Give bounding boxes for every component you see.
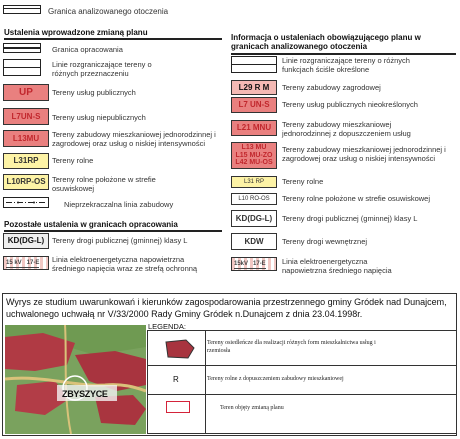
change-area-symbol <box>166 401 190 413</box>
code-l21mnu: L21 MNU <box>231 120 277 136</box>
legend-label-study-boundary: Granica opracowania <box>52 45 123 54</box>
analyzed-boundary-label: Granica analizowanego otoczenia <box>48 7 169 16</box>
study-legend-title: LEGENDA: <box>148 322 186 331</box>
legend-label-power-line-left: Linia elektroenergetyczna napowietrzna średniego napięcia wraz ze strefą ochronną <box>52 255 198 273</box>
legend-label-kdw: Tereny drogi wewnętrznej <box>282 237 368 246</box>
legend-label-l21mnu: Tereny zabudowy mieszkaniowej jednorodzinnej z dopuszczeniem usług <box>282 120 411 138</box>
legend-label-l10rp-os: Tereny rolne położone w strefie osuwiskowej <box>52 175 156 193</box>
code-l13mu: L13MU <box>3 130 49 147</box>
right-title-underline <box>231 53 456 55</box>
study-legend-label-agricultural: Tereny rolne z dopuszczeniem zabudowy mieszkaniowej <box>207 376 344 382</box>
study-legend-symbol-r: R <box>173 375 179 384</box>
right-section-title: Informacja o ustaleniach obowiązującego planu w granicach analizowanego otoczenia <box>231 33 421 51</box>
legend-label-building-line: Nieprzekraczalna linia zabudowy <box>64 200 174 209</box>
divider-lines-symbol-line <box>4 67 40 68</box>
left-title2-underline <box>4 230 222 232</box>
legend-label-l31rp: Tereny rolne <box>52 156 94 165</box>
code-l13mu-group <box>231 142 277 169</box>
study-legend-label-settlement: Tereny osiedleńcze dla realizacji różnych form mieszkalnictwa usług i rzemiosła <box>207 340 376 354</box>
analyzed-boundary-symbol <box>3 5 41 14</box>
code-up: UP <box>3 84 49 101</box>
power-line-left-text: 15 kV 17-E <box>6 259 40 266</box>
code-power-line-right <box>231 257 277 271</box>
legend-label-l10ro-os: Tereny rolne położone w strefie osuwiskowej <box>282 194 430 203</box>
study-legend-divider-v <box>205 330 206 434</box>
left-title-underline <box>4 38 222 40</box>
legend-label-l29rm: Tereny zabudowy zagrodowej <box>282 83 381 92</box>
legend-label-l31rp-right: Tereny rolne <box>282 177 324 186</box>
study-legend-label-change-area: Teren objęty zmianą planu <box>220 405 284 411</box>
left-section-title-2: Pozostałe ustalenia w granicach opracowania <box>4 220 178 229</box>
code-l31rp: L31RP <box>3 153 49 169</box>
code-kd-dg-l-left: KD(DG-L) <box>3 233 49 249</box>
legend-label-kd-dg-l-right: Tereny drogi publicznej (gminnej) klasy L <box>282 214 418 223</box>
right-divider-symbol-line <box>232 64 276 65</box>
analyzed-boundary-symbol-line <box>3 8 41 9</box>
legend-label-right-divider: Linie rozgraniczające tereny o różnych funkcjach ściśle określone <box>282 56 410 74</box>
code-kdw: KDW <box>231 233 277 250</box>
code-l31rp-right: L31 RP <box>231 176 277 188</box>
legend-label-power-line-right: Linia elektroenergetyczna napowietrzna średniego napięcia <box>282 257 392 275</box>
settlement-symbol-icon <box>162 338 196 360</box>
code-power-line-left <box>3 256 49 270</box>
legend-label-l7un-s-right: Tereny usług publicznych nieokreślonych <box>282 100 418 109</box>
legend-label-l7un-s: Tereny usług niepublicznych <box>52 113 146 122</box>
code-l7un-s-right: L7 UN-S <box>231 97 277 113</box>
code-l42mu-os: L42 MU-OS <box>235 159 273 167</box>
code-kd-dg-l-right: KD(DG-L) <box>231 210 277 227</box>
legend-label-l13mu-right: Tereny zabudowy mieszkaniowej jednorodzinnej i zagrodowej oraz usług o niskiej intensywności <box>282 145 446 163</box>
code-l13mu-right: L13 MU <box>241 144 267 152</box>
power-line-right-text: 15kV 17-E <box>234 260 266 267</box>
code-l15mu-zo: L15 MU-ZO <box>235 151 273 159</box>
study-boundary-symbol-line <box>4 47 40 49</box>
legend-label-l13mu: Tereny zabudowy mieszkaniowej jednorodzinnej i zagrodowej oraz usług o niskiej intensywności <box>52 130 216 148</box>
code-l29rm: L29 R M <box>231 80 277 95</box>
study-map-excerpt <box>5 325 146 434</box>
code-l10rp-os: L10RP-OS <box>3 174 49 190</box>
study-legend-divider-h2 <box>147 394 457 395</box>
legend-label-up: Tereny usług publicznych <box>52 88 136 97</box>
code-l10ro-os: L10 RO-OS <box>231 193 277 205</box>
legend-label-kd-dg-l-left: Tereny drogi publicznej (gminnej) klasy L <box>52 236 188 245</box>
building-line-dashed-icon <box>4 198 48 207</box>
map-place-label: ZBYSZYCE <box>62 389 108 399</box>
code-l7un-s: L7UN-S <box>3 108 49 125</box>
left-section-title: Ustalenia wprowadzone zmianą planu <box>4 28 148 37</box>
study-legend-divider-h1 <box>147 365 457 366</box>
study-excerpt-text: Wyrys ze studium uwarunkowań i kierunków zagospodarowania przestrzennego gminy Gródek nad Dunajcem, uchwalonego uchwałą nr V/33/2000 Rady Gminy Gródek n.Dunajcem z dnia 23.04.1998r. <box>6 297 447 319</box>
legend-label-divider-lines: Linie rozgraniczające tereny o różnych przeznaczeniu <box>52 60 152 78</box>
